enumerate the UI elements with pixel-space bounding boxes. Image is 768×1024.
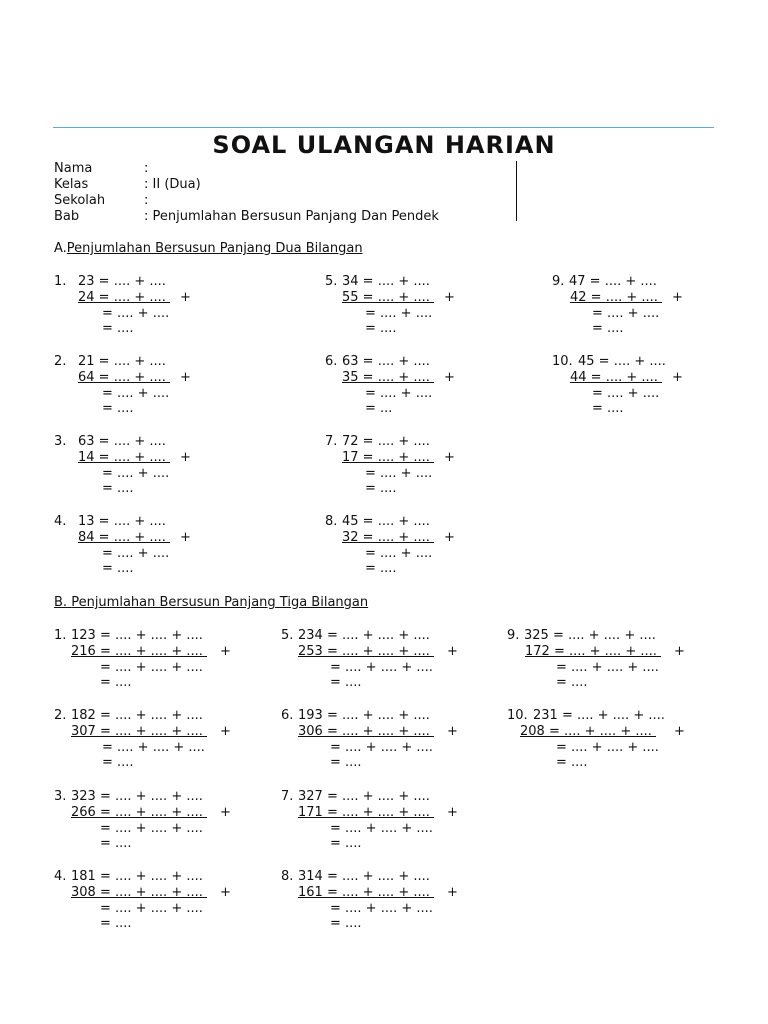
problem-sum-line: = .... + .... + .... (330, 739, 433, 755)
problem-number: 10. (507, 708, 528, 723)
problem-second-addend: 32 = .... + .... (342, 529, 435, 545)
problem-top-line: 323 = .... + .... + .... (71, 789, 203, 804)
problem-second-addend: 161 = .... + .... + .... (298, 884, 435, 900)
plus-sign: + (444, 369, 455, 385)
problem-sum-line: = .... + .... + .... (556, 739, 659, 755)
problem-result-line: = .... (102, 755, 134, 771)
plus-sign: + (220, 804, 231, 820)
problem-second-addend: 253 = .... + .... + .... (298, 643, 435, 659)
plus-sign: + (447, 643, 458, 659)
problem-sum-line: = .... + .... (102, 385, 170, 401)
problem-number: 6. (281, 708, 294, 723)
problem-number: 1. (54, 628, 67, 643)
problem-second-addend: 55 = .... + .... (342, 289, 435, 305)
plus-sign: + (220, 723, 231, 739)
problem-number: 2. (54, 354, 67, 369)
problem-sum-line: = .... + .... + .... (102, 739, 205, 755)
problem-top-line: 181 = .... + .... + .... (71, 869, 203, 884)
problem-second-addend: 171 = .... + .... + .... (298, 804, 435, 820)
info-value: : (144, 161, 149, 176)
problem-second-addend: 24 = .... + .... (78, 289, 171, 305)
problem-second-addend: 44 = .... + .... (570, 369, 663, 385)
problem-result-line: = .... (100, 916, 132, 932)
problem-sum-line: = .... + .... (365, 545, 433, 561)
problem-number: 4. (54, 869, 67, 884)
problem-sum-line: = .... + .... (592, 385, 660, 401)
problem-second-addend: 308 = .... + .... + .... (71, 884, 208, 900)
problem-second-addend: 307 = .... + .... + .... (71, 723, 208, 739)
plus-sign: + (180, 449, 191, 465)
info-value: : (144, 193, 149, 208)
info-label: Kelas (54, 177, 89, 192)
problem-top-line: 182 = .... + .... + .... (71, 708, 203, 723)
section-a-prefix: A. (54, 241, 67, 256)
problem-top-line: 123 = .... + .... + .... (71, 628, 203, 643)
plus-sign: + (672, 289, 683, 305)
problem-number: 3. (54, 789, 67, 804)
problem-sum-line: = .... + .... + .... (100, 659, 203, 675)
plus-sign: + (180, 529, 191, 545)
plus-sign: + (672, 369, 683, 385)
problem-sum-line: = .... + .... + .... (100, 820, 203, 836)
problem-second-addend: 84 = .... + .... (78, 529, 171, 545)
section-b-heading (54, 595, 368, 611)
problem-result-line: = .... (365, 481, 397, 497)
problem-top-line: 23 = .... + .... (78, 274, 166, 289)
problem-top-line: 21 = .... + .... (78, 354, 166, 369)
problem-top-line: 63 = .... + .... (78, 434, 166, 449)
problem-top-line: 63 = .... + .... (342, 354, 430, 369)
problem-second-addend: 17 = .... + .... (342, 449, 435, 465)
problem-top-line: 45 = .... + .... (578, 354, 666, 369)
problem-number: 9. (507, 628, 520, 643)
problem-result-line: = .... (330, 755, 362, 771)
problem-top-line: 327 = .... + .... + .... (298, 789, 430, 804)
plus-sign: + (447, 884, 458, 900)
problem-result-line: = .... (365, 321, 397, 337)
problem-result-line: = .... (100, 675, 132, 691)
problem-second-addend: 35 = .... + .... (342, 369, 435, 385)
plus-sign: + (444, 289, 455, 305)
info-value: : Penjumlahan Bersusun Panjang Dan Pendek (144, 209, 439, 224)
problem-result-line: = .... (102, 481, 134, 497)
problem-top-line: 13 = .... + .... (78, 514, 166, 529)
info-value: : II (Dua) (144, 177, 201, 192)
problem-sum-line: = .... + .... + .... (330, 820, 433, 836)
problem-top-line: 193 = .... + .... + .... (298, 708, 430, 723)
info-label: Bab (54, 209, 80, 224)
page-title: SOAL ULANGAN HARIAN (212, 131, 556, 159)
problem-sum-line: = .... + .... + .... (556, 659, 659, 675)
problem-second-addend: 216 = .... + .... + .... (71, 643, 208, 659)
plus-sign: + (444, 529, 455, 545)
section-b-prefix: B. (54, 595, 68, 610)
problem-second-addend: 64 = .... + .... (78, 369, 171, 385)
problem-top-line: 72 = .... + .... (342, 434, 430, 449)
problem-number: 8. (281, 869, 294, 884)
problem-number: 5. (325, 274, 338, 289)
problem-result-line: = .... (330, 916, 362, 932)
problem-result-line: = .... (592, 401, 624, 417)
problem-number: 2. (54, 708, 67, 723)
problem-number: 8. (325, 514, 338, 529)
problem-top-line: 34 = .... + .... (342, 274, 430, 289)
problem-result-line: = .... (556, 675, 588, 691)
problem-number: 9. (552, 274, 565, 289)
problem-second-addend: 208 = .... + .... + .... (520, 723, 657, 739)
problem-second-addend: 306 = .... + .... + .... (298, 723, 435, 739)
problem-sum-line: = .... + .... + .... (330, 900, 433, 916)
info-label: Sekolah (54, 193, 106, 208)
info-label: Nama (54, 161, 93, 176)
problem-sum-line: = .... + .... (365, 385, 433, 401)
problem-number: 1. (54, 274, 67, 289)
problem-second-addend: 266 = .... + .... + .... (71, 804, 208, 820)
problem-number: 5. (281, 628, 294, 643)
info-vertical-divider (516, 161, 517, 221)
problem-number: 6. (325, 354, 338, 369)
problem-result-line: = .... (102, 401, 134, 417)
problem-sum-line: = .... + .... (365, 465, 433, 481)
section-a-title: Penjumlahan Bersusun Panjang Dua Bilangan (66, 241, 363, 256)
problem-result-line: = .... (592, 321, 624, 337)
plus-sign: + (447, 723, 458, 739)
problem-sum-line: = .... + .... (102, 545, 170, 561)
section-a-heading (54, 241, 363, 257)
problem-number: 3. (54, 434, 67, 449)
problem-result-line: = .... (556, 755, 588, 771)
problem-result-line: = .... (330, 836, 362, 852)
plus-sign: + (180, 289, 191, 305)
problem-sum-line: = .... + .... (102, 305, 170, 321)
problem-top-line: 45 = .... + .... (342, 514, 430, 529)
problem-result-line: = .... (365, 561, 397, 577)
plus-sign: + (220, 884, 231, 900)
section-b-title: Penjumlahan Bersusun Panjang Tiga Bilangan (71, 595, 369, 610)
problem-result-line: = .... (102, 321, 134, 337)
problem-result-line: = .... (100, 836, 132, 852)
problem-sum-line: = .... + .... (102, 465, 170, 481)
problem-second-addend: 14 = .... + .... (78, 449, 171, 465)
problem-number: 4. (54, 514, 67, 529)
problem-number: 7. (325, 434, 338, 449)
plus-sign: + (220, 643, 231, 659)
plus-sign: + (444, 449, 455, 465)
problem-result-line: = .... (102, 561, 134, 577)
problem-sum-line: = .... + .... (592, 305, 660, 321)
problem-sum-line: = .... + .... + .... (100, 900, 203, 916)
problem-sum-line: = .... + .... + .... (330, 659, 433, 675)
header-divider-line (53, 127, 714, 128)
problem-top-line: 47 = .... + .... (569, 274, 657, 289)
problem-number: 10. (552, 354, 573, 369)
problem-sum-line: = .... + .... (365, 305, 433, 321)
plus-sign: + (674, 643, 685, 659)
problem-top-line: 234 = .... + .... + .... (298, 628, 430, 643)
problem-number: 7. (281, 789, 294, 804)
plus-sign: + (180, 369, 191, 385)
plus-sign: + (447, 804, 458, 820)
problem-second-addend: 172 = .... + .... + .... (525, 643, 662, 659)
problem-top-line: 325 = .... + .... + .... (524, 628, 656, 643)
problem-result-line: = .... (330, 675, 362, 691)
problem-top-line: 314 = .... + .... + .... (298, 869, 430, 884)
problem-second-addend: 42 = .... + .... (570, 289, 663, 305)
problem-result-line: = ... (365, 401, 393, 417)
problem-top-line: 231 = .... + .... + .... (533, 708, 665, 723)
plus-sign: + (674, 723, 685, 739)
